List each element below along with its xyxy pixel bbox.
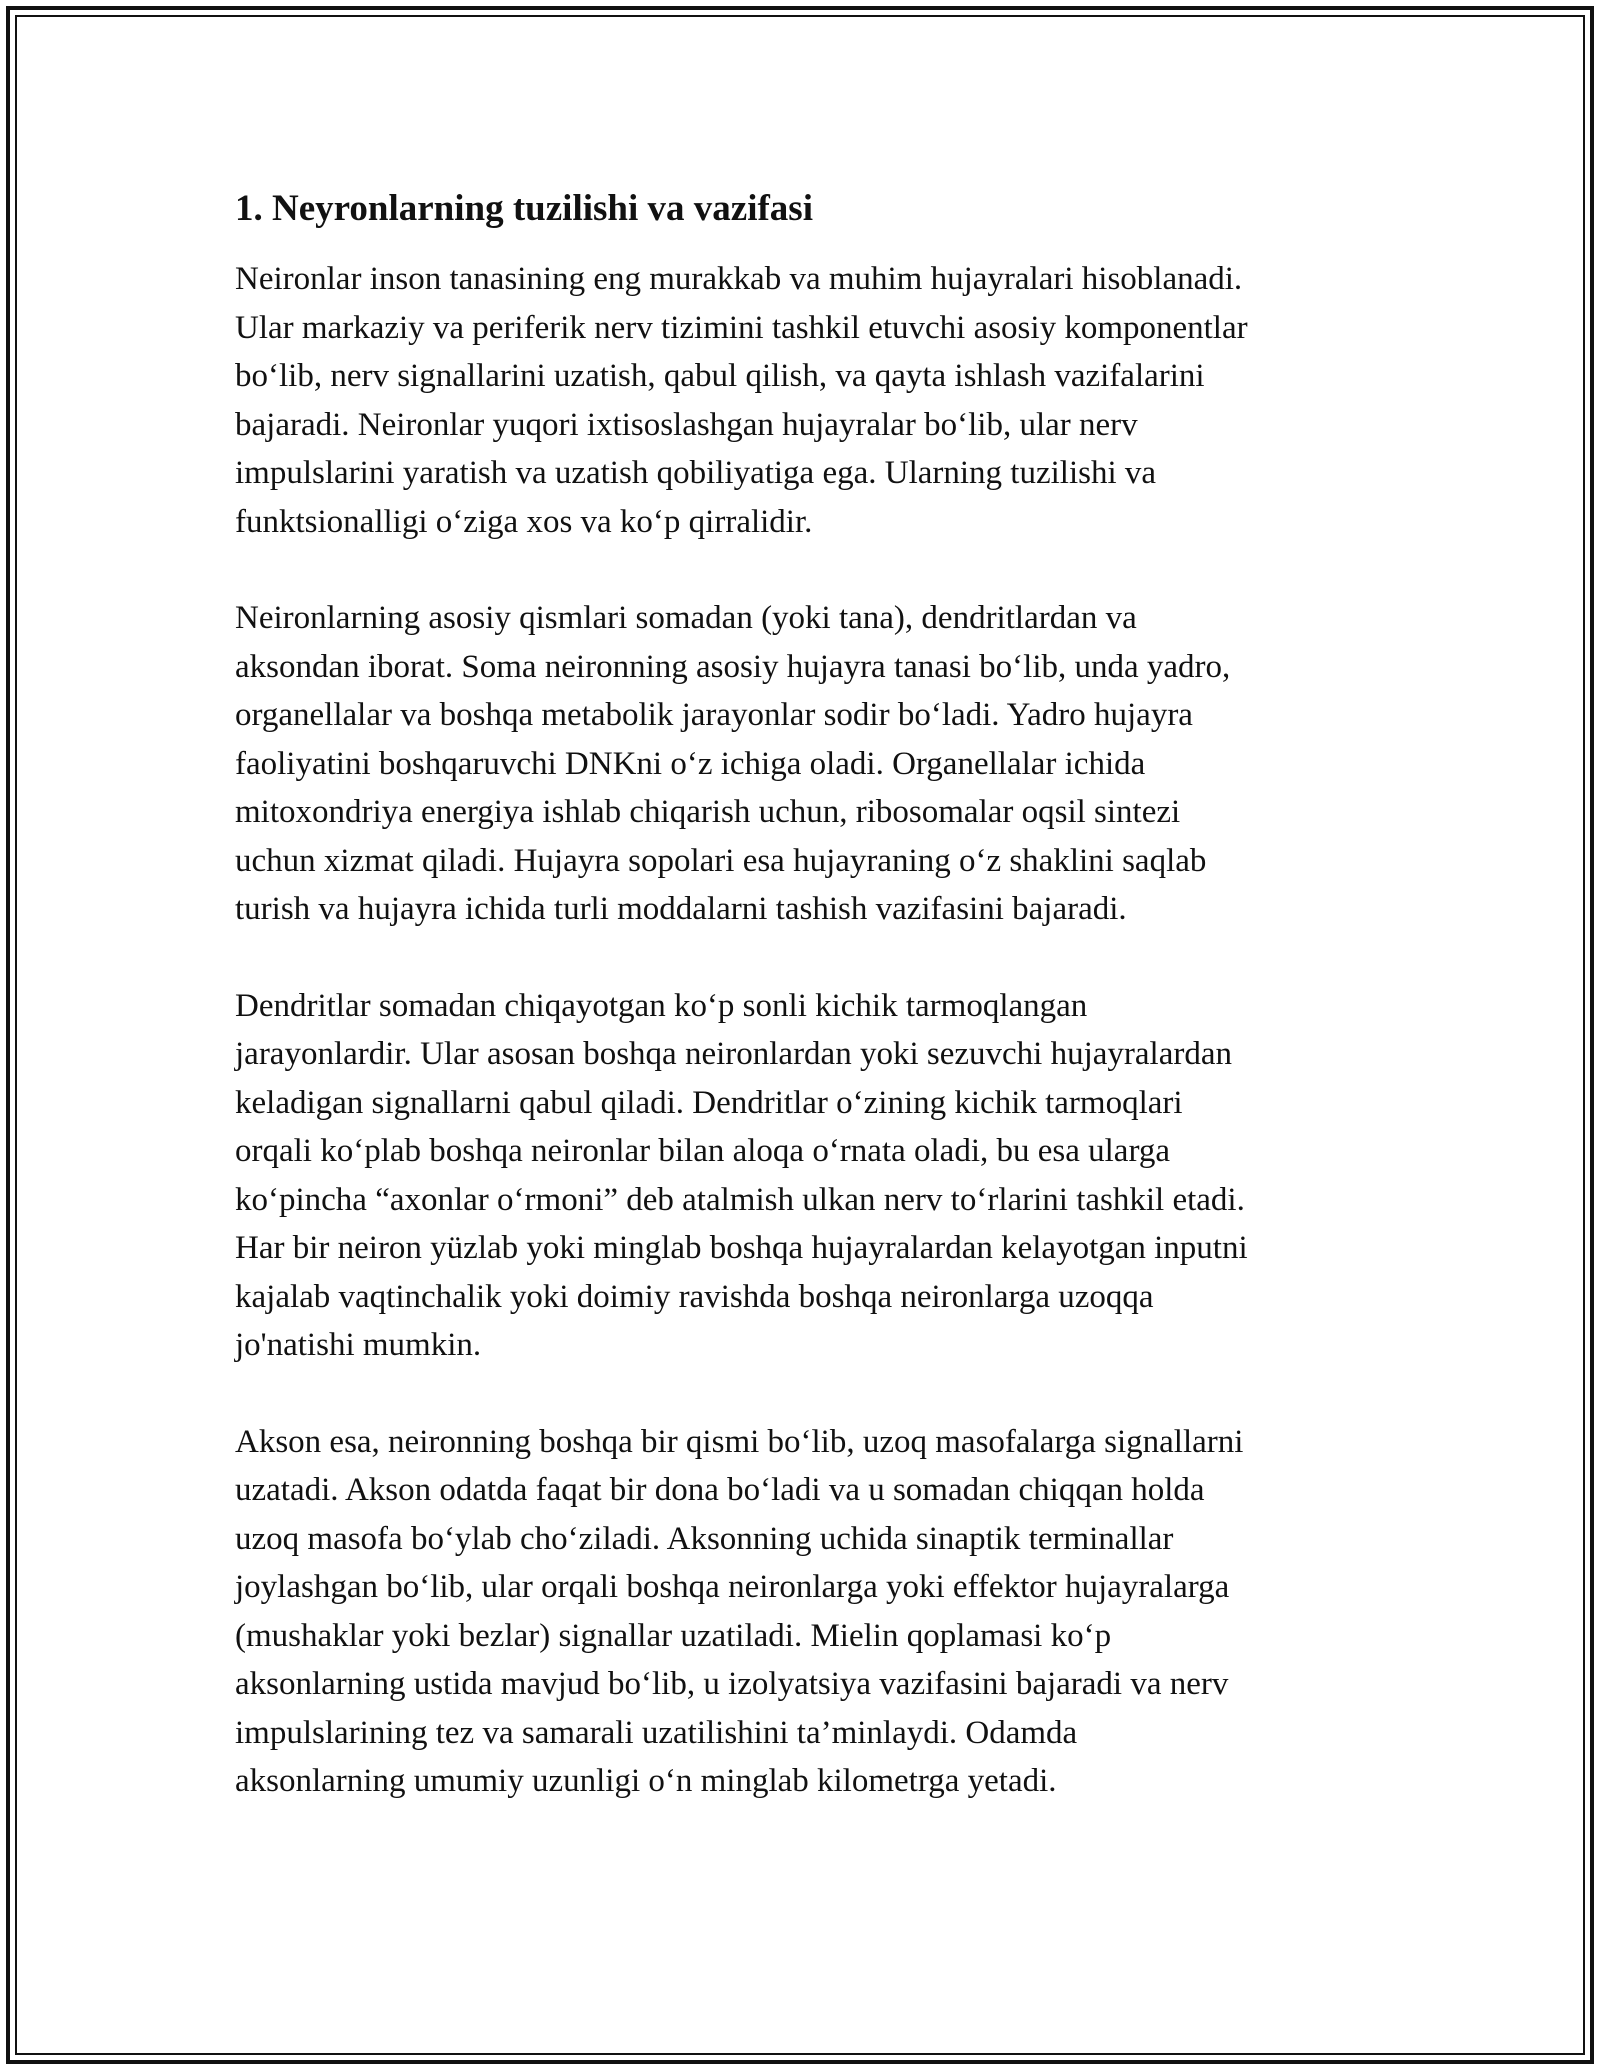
text-line: Dendritlar somadan chiqayotgan ko‘p sonli kichik tarmoqlangan bbox=[235, 987, 1088, 1024]
text-line: aksondan iborat. Soma neironning asosiy hujayra tanasi bo‘lib, unda yadro, bbox=[235, 648, 1231, 685]
paragraph-soma bbox=[235, 594, 1375, 934]
paragraph-axon bbox=[235, 1418, 1375, 1806]
text-line: Akson esa, neironning boshqa bir qismi bo‘lib, uzoq masofalarga signallarni bbox=[235, 1423, 1244, 1460]
text-line: bo‘lib, nerv signallarini uzatish, qabul qilish, va qayta ishlash vazifalarini bbox=[235, 358, 1205, 394]
text-line: Neironlar inson tanasining eng murakkab va muhim hujayralari hisoblanadi. bbox=[235, 261, 1243, 297]
document-body bbox=[235, 185, 1375, 1854]
text-line: mitoxondriya energiya ishlab chiqarish uchun, ribosomalar oqsil sintezi bbox=[235, 794, 1181, 830]
text-line: uchun xizmat qiladi. Hujayra sopolari esa hujayraning o‘z shaklini saqlab bbox=[235, 842, 1207, 879]
paragraph-dendrites bbox=[235, 982, 1375, 1370]
text-line: uzoq masofa bo‘ylab cho‘ziladi. Aksonning uchida sinaptik terminallar bbox=[235, 1520, 1174, 1557]
text-line: faoliyatini boshqaruvchi DNKni o‘z ichiga oladi. Organellalar ichida bbox=[235, 745, 1146, 782]
text-line: Ular markaziy va periferik nerv tizimini tashkil etuvchi asosiy komponentlar bbox=[235, 309, 1248, 346]
text-line: organellalar va boshqa metabolik jarayonlar sodir bo‘ladi. Yadro hujayra bbox=[235, 697, 1193, 733]
text-line: keladigan signallarni qabul qiladi. Dendritlar o‘zining kichik tarmoqlari bbox=[235, 1084, 1183, 1121]
text-line: impulslarining tez va samarali uzatilishini ta’minlaydi. Odamda bbox=[235, 1714, 1078, 1751]
text-line: turish va hujayra ichida turli moddalarni tashish vazifasini bajaradi. bbox=[235, 891, 1127, 927]
text-line: orqali ko‘plab boshqa neironlar bilan aloqa o‘rnata oladi, bu esa ularga bbox=[235, 1133, 1170, 1169]
text-line: Neironlarning asosiy qismlari somadan (yoki tana), dendritlardan va bbox=[235, 600, 1137, 636]
text-line: (mushaklar yoki bezlar) signallar uzatiladi. Mielin qoplamasi ko‘p bbox=[235, 1617, 1112, 1654]
text-line: aksonlarning ustida mavjud bo‘lib, u izolyatsiya vazifasini bajaradi va nerv bbox=[235, 1666, 1229, 1702]
text-line: uzatadi. Akson odatda faqat bir dona bo‘ladi va u somadan chiqqan holda bbox=[235, 1472, 1205, 1508]
text-line: ko‘pincha “axonlar o‘rmoni” deb atalmish ulkan nerv to‘rlarini tashkil etadi. bbox=[235, 1181, 1245, 1218]
text-line: joylashgan bo‘lib, ular orqali boshqa neironlarga yoki effektor hujayralarga bbox=[235, 1569, 1230, 1605]
text-line: aksonlarning umumiy uzunligi o‘n minglab kilometrga yetadi. bbox=[235, 1763, 1057, 1799]
text-line: funktsionalligi o‘ziga xos va ko‘p qirralidir. bbox=[235, 503, 813, 540]
text-line: impulslarini yaratish va uzatish qobiliyatiga ega. Ularning tuzilishi va bbox=[235, 455, 1157, 491]
text-line: kajalab vaqtinchalik yoki doimiy ravishda boshqa neironlarga uzoqqa bbox=[235, 1278, 1154, 1315]
paragraph-neurons-intro bbox=[235, 255, 1375, 546]
text-line: jarayonlardir. Ular asosan boshqa neironlardan yoki sezuvchi hujayralardan bbox=[235, 1036, 1232, 1072]
text-line: jo'natishi mumkin. bbox=[235, 1327, 482, 1363]
section-heading: 1. Neyronlarning tuzilishi va vazifasi bbox=[235, 188, 813, 229]
text-line: Har bir neiron yüzlab yoki minglab boshqa hujayralardan kelayotgan inputni bbox=[235, 1230, 1248, 1266]
text-line: bajaradi. Neironlar yuqori ixtisoslashgan hujayralar bo‘lib, ular nerv bbox=[235, 406, 1138, 443]
